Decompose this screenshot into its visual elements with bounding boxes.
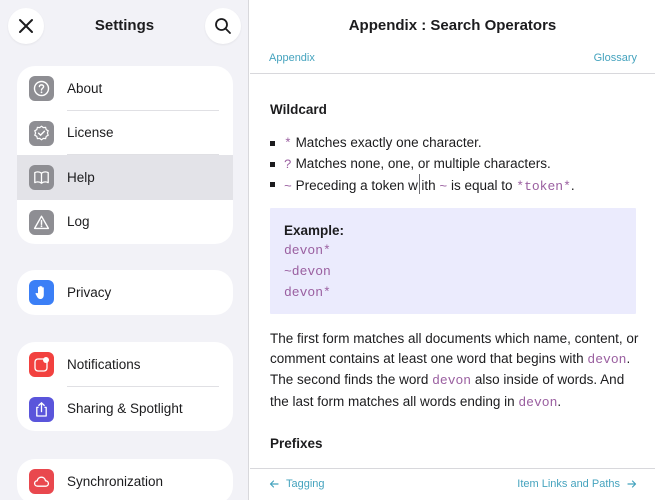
example-label: Example:: [284, 223, 345, 238]
example-line: devon*: [284, 243, 331, 258]
sidebar-item-about[interactable]: [17, 66, 233, 111]
cloud-icon: [29, 469, 54, 494]
sidebar-item-license[interactable]: [17, 111, 233, 156]
list-item-text: ith: [421, 178, 440, 193]
sidebar-item-privacy[interactable]: [17, 270, 233, 315]
sidebar-item-label: Help: [67, 169, 95, 185]
next-page-label: Item Links and Paths: [517, 478, 620, 490]
settings-sidebar: [0, 0, 249, 500]
hand-icon: [29, 280, 54, 305]
breadcrumb-appendix-link[interactable]: Appendix: [269, 52, 315, 64]
sidebar-item-label: Sharing & Spotlight: [67, 401, 183, 417]
sidebar-item-label: About: [67, 80, 103, 96]
previous-page-label: Tagging: [286, 478, 325, 490]
section-heading-wildcard: Wildcard: [270, 102, 327, 117]
list-item: [270, 154, 640, 175]
sidebar-item-log[interactable]: [17, 200, 233, 245]
next-page-link[interactable]: [517, 478, 637, 490]
footer-divider: [250, 468, 655, 469]
sidebar-item-label: Notifications: [67, 356, 141, 372]
sidebar-item-synchronization[interactable]: [17, 459, 233, 500]
sidebar-item-sharing-spotlight[interactable]: [17, 387, 233, 432]
paragraph-text: also inside of words. And the last form matches all words ending in: [270, 372, 625, 409]
operator-code: ~: [284, 179, 292, 194]
page-title: Appendix : Search Operators: [348, 17, 557, 34]
inline-code: devon: [432, 373, 472, 389]
example-line: ~devon: [284, 264, 331, 279]
operator-code: ~: [439, 179, 448, 194]
explanation-paragraph: [270, 329, 640, 413]
settings-group-notifications: [17, 342, 233, 431]
sidebar-item-help[interactable]: [17, 155, 233, 200]
sidebar-item-label: Privacy: [67, 284, 112, 300]
previous-page-link[interactable]: [269, 478, 325, 490]
seal-check-icon: [29, 121, 54, 146]
paragraph-text: The first form matches all documents which name, content, or comment contains at least one word that begins with: [270, 331, 639, 367]
notification-badge-icon: [29, 352, 54, 377]
sidebar-item-label: Synchronization: [67, 473, 164, 489]
help-content-pane: [250, 0, 655, 500]
operator-code: ?: [284, 156, 292, 172]
list-item-text: Matches none, one, or multiple characters.: [291, 155, 551, 171]
section-heading-prefixes: Prefixes: [270, 436, 323, 451]
example-line: devon*: [284, 285, 331, 300]
header-divider: [250, 73, 655, 74]
share-icon: [29, 397, 54, 422]
sidebar-item-notifications[interactable]: [17, 342, 233, 387]
settings-group-privacy: [17, 270, 233, 315]
settings-group-general: [17, 66, 233, 244]
list-item-text: Preceding a token w: [291, 178, 418, 193]
sidebar-item-label: Log: [67, 214, 90, 230]
sidebar-title: Settings: [94, 17, 155, 34]
search-button[interactable]: [205, 8, 241, 44]
sidebar-item-label: License: [67, 125, 114, 141]
operator-code: *token*: [516, 179, 571, 194]
list-item-text: Matches exactly one character.: [291, 135, 482, 150]
question-icon: [29, 76, 54, 101]
wildcard-bullet-list: [270, 133, 640, 195]
inline-code: devon: [587, 352, 627, 368]
list-item-text: is equal to: [447, 178, 517, 193]
paragraph-text: . The second finds the word: [270, 351, 631, 388]
inline-code: devon: [518, 394, 558, 410]
warning-icon: [29, 210, 54, 235]
book-icon: [29, 165, 54, 190]
breadcrumb-glossary-link[interactable]: Glossary: [593, 52, 637, 64]
list-item: [270, 133, 640, 154]
arrow-left-icon: [269, 479, 279, 489]
example-code-block: [270, 208, 636, 314]
list-item: [270, 174, 640, 195]
settings-group-sync: [17, 459, 233, 500]
list-item-text: .: [570, 178, 575, 193]
search-icon: [214, 17, 232, 35]
arrow-right-icon: [627, 479, 637, 489]
operator-code: *: [284, 136, 292, 151]
paragraph-text: .: [557, 393, 562, 409]
